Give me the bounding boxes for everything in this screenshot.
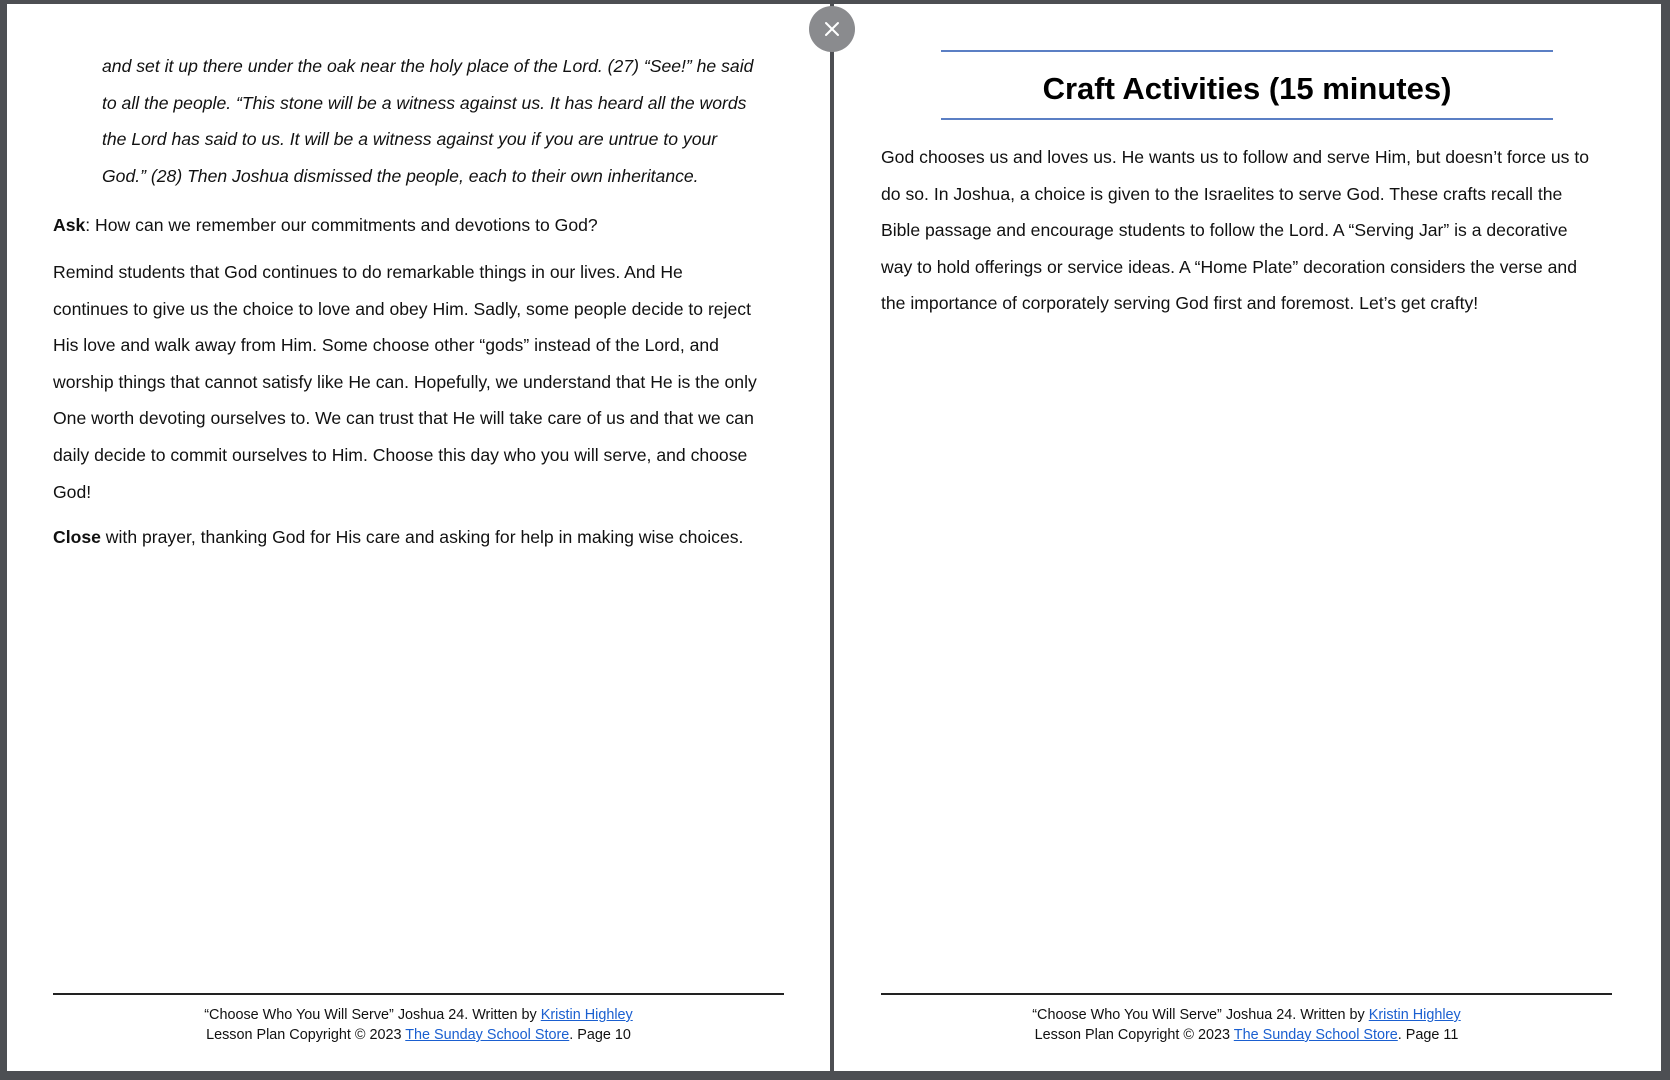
remind-line: God! [53, 481, 92, 502]
store-link[interactable]: The Sunday School Store [1233, 1027, 1398, 1043]
footer-copyright: Lesson Plan Copyright © 2023 [206, 1027, 406, 1043]
footer-divider [53, 993, 784, 995]
store-link[interactable]: The Sunday School Store [405, 1027, 570, 1043]
ask-text: : How can we remember our commitments and devotions to God? [85, 215, 598, 235]
remind-line: His love and walk away from Him. Some choose other “gods” instead of the Lord, and [53, 335, 719, 356]
author-link[interactable]: Kristin Highley [540, 1007, 633, 1023]
close-text: with prayer, thanking God for His care and asking for help in making wise choices. [100, 527, 744, 547]
footer-credit: “Choose Who You Will Serve” Joshua 24. Written by [204, 1007, 541, 1023]
footer-line-2 [53, 1025, 784, 1045]
ask-paragraph [53, 207, 793, 244]
remind-line: continues to give us the choice to love and obey Him. Sadly, some people decide to reject [53, 298, 751, 319]
craft-line: do so. In Joshua, a choice is given to the Israelites to serve God. These crafts recall the [881, 183, 1563, 204]
page-number: . Page 10 [569, 1027, 631, 1043]
page-number: . Page 11 [1397, 1027, 1459, 1043]
footer-line-2 [881, 1025, 1612, 1045]
close-label: Close [53, 527, 101, 547]
craft-line: way to hold offerings or service ideas. A “Home Plate” decoration considers the verse and [881, 256, 1577, 277]
page-10 [7, 4, 830, 1071]
remind-line: daily decide to commit ourselves to Him. Choose this day who you will serve, and choose [53, 444, 748, 465]
craft-intro-paragraph [881, 139, 1641, 322]
remind-line: worship things that cannot satisfy like He can. Hopefully, we understand that He is the only [53, 371, 757, 392]
footer-line-1 [53, 1005, 784, 1025]
page-footer [881, 1005, 1612, 1045]
remind-line: One worth devoting ourselves to. We can trust that He will take care of us and that we can [53, 408, 754, 429]
footer-copyright: Lesson Plan Copyright © 2023 [1034, 1027, 1234, 1043]
close-paragraph [53, 519, 793, 556]
remind-paragraph [53, 254, 793, 510]
page-11 [834, 4, 1661, 1071]
ask-label: Ask [53, 215, 86, 235]
footer-divider [881, 993, 1612, 995]
craft-line: God chooses us and loves us. He wants us to follow and serve Him, but doesn’t force us to [881, 147, 1590, 167]
close-icon [824, 21, 840, 37]
craft-line: Bible passage and encourage students to follow the Lord. A “Serving Jar” is a decorative [881, 220, 1568, 241]
close-button[interactable] [809, 6, 855, 52]
quote-line: God.” (28) Then Joshua dismissed the people, each to their own inheritance. [102, 165, 699, 186]
craft-line: the importance of corporately serving God first and foremost. Let’s get crafty! [881, 293, 1479, 314]
author-link[interactable]: Kristin Highley [1368, 1007, 1461, 1023]
quote-line: to all the people. “This stone will be a witness against us. It has heard all the words [102, 92, 747, 113]
footer-credit: “Choose Who You Will Serve” Joshua 24. Written by [1032, 1007, 1369, 1023]
heading-top-rule [941, 50, 1553, 52]
quote-line: the Lord has said to us. It will be a witness against you if you are untrue to your [102, 129, 718, 150]
remind-line: Remind students that God continues to do remarkable things in our lives. And He [53, 262, 683, 282]
quote-line: and set it up there under the oak near the holy place of the Lord. (27) “See!” he said [102, 56, 754, 76]
scripture-quote [102, 48, 802, 194]
footer-line-1 [881, 1005, 1612, 1025]
heading-bottom-rule [941, 118, 1553, 120]
page-footer [53, 1005, 784, 1045]
section-heading: Craft Activities (15 minutes) [1042, 71, 1452, 106]
